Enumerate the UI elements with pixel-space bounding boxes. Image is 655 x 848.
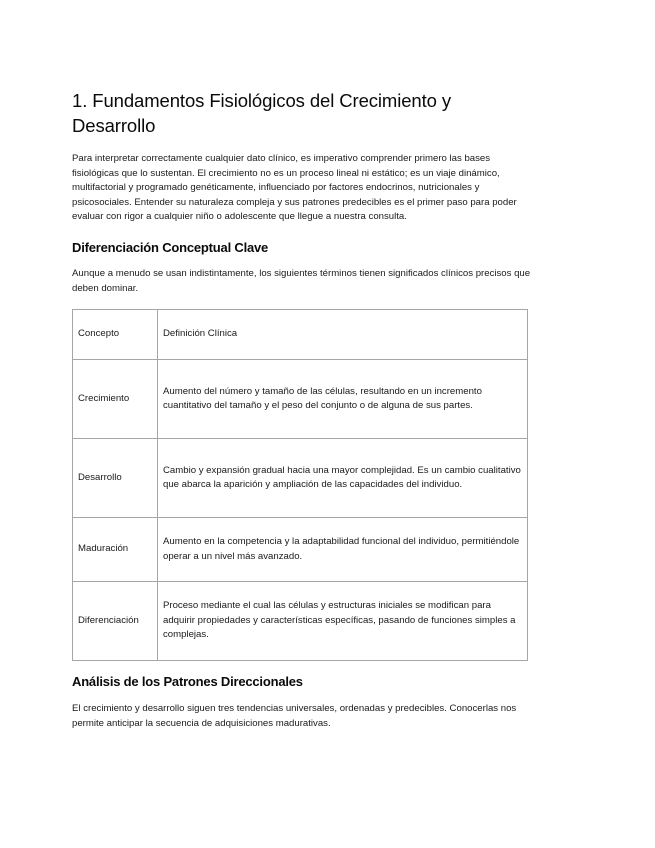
table-row bbox=[73, 518, 528, 582]
table-header-cell: Definición Clínica bbox=[158, 310, 528, 360]
section-paragraph-patterns: El crecimiento y desarrollo siguen tres tendencias universales, ordenadas y predecibles. Conocerlas nos permite anticipar la secuencia de adquisiciones madurativas. bbox=[72, 703, 517, 729]
table-row bbox=[73, 360, 528, 439]
table-cell-concept: Desarrollo bbox=[73, 439, 158, 518]
section-paragraph-conceptual: Aunque a menudo se usan indistintamente, los siguientes términos tienen significados clínicos precisos que deben dominar. bbox=[72, 267, 531, 294]
table-cell-concept: Diferenciación bbox=[73, 582, 158, 661]
table-header-cell: Concepto bbox=[73, 310, 158, 360]
section-heading-patterns: Análisis de los Patrones Direccionales bbox=[72, 674, 303, 690]
document-page bbox=[72, 88, 532, 731]
intro-paragraph: Para interpretar correctamente cualquier dato clínico, es imperativo comprender primero las bases fisiológicas que lo sustentan. El crecimiento no es un proceso lineal ni estático; es un viaje dinámico, multifactorial y programado genéticamente, influenciado por factores endocrinos, nutricionales y psicosociales. Entender su naturaleza compleja y sus patrones predecibles es el primer paso para poder evaluar con rigor a cualquier niño o adolescente que llegue a nuestra consulta. bbox=[72, 153, 517, 223]
table-cell-definition: Aumento en la competencia y la adaptabilidad funcional del individuo, permitiéndole operar a un nivel más avanzado. bbox=[158, 518, 528, 582]
table-cell-definition: Cambio y expansión gradual hacia una mayor complejidad. Es un cambio cualitativo que abarca la aparición y ampliación de las capacidades del individuo. bbox=[158, 439, 528, 518]
concepts-table bbox=[72, 309, 528, 661]
table-cell-concept: Crecimiento bbox=[73, 360, 158, 439]
table-header-row bbox=[73, 310, 528, 360]
table-cell-concept: Maduración bbox=[73, 518, 158, 582]
page-title: 1. Fundamentos Fisiológicos del Crecimiento y Desarrollo bbox=[72, 90, 452, 136]
table-row bbox=[73, 582, 528, 661]
section-heading-conceptual: Diferenciación Conceptual Clave bbox=[72, 239, 269, 255]
table-cell-definition: Aumento del número y tamaño de las células, resultando en un incremento cuantitativo del tamaño y el peso del conjunto o de alguna de sus partes. bbox=[158, 360, 528, 439]
table-cell-definition: Proceso mediante el cual las células y estructuras iniciales se modifican para adquirir propiedades y características específicas, pasando de funciones simples a complejas. bbox=[158, 582, 528, 661]
table-row bbox=[73, 439, 528, 518]
